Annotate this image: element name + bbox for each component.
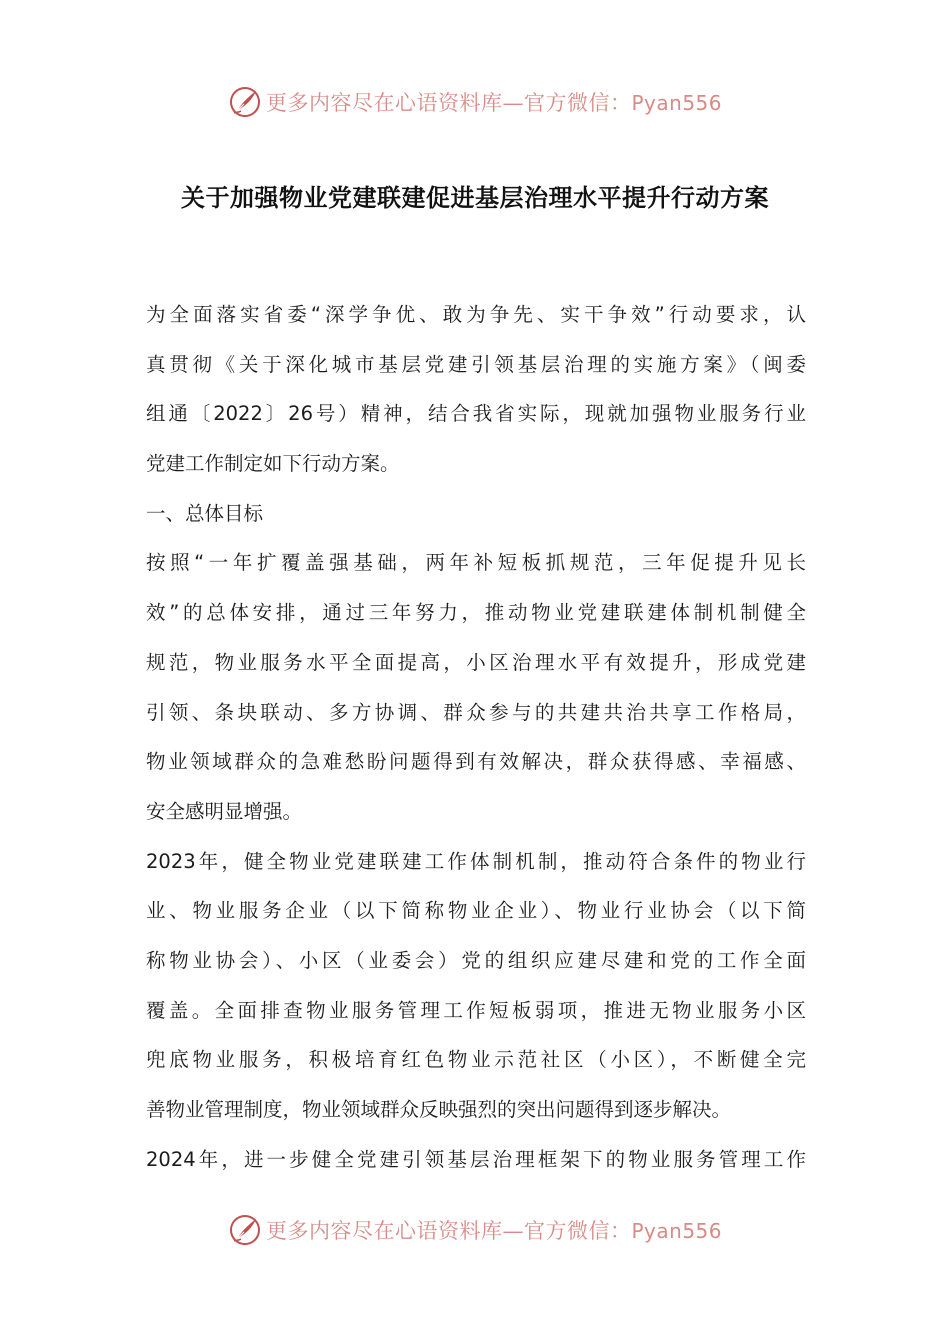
body-line: 2023年，健全物业党建联建工作体制机制，推动符合条件的物业行: [146, 849, 806, 873]
body-line: 善物业管理制度，物业领域群众反映强烈的突出问题得到逐步解决。: [146, 1098, 732, 1121]
body-line: 物业领域群众的急难愁盼问题得到有效解决，群众获得感、幸福感、: [146, 750, 806, 774]
quill-logo-icon: [228, 85, 262, 119]
body-line: 覆盖。全面排查物业服务管理工作短板弱项，推进无物业服务小区: [146, 998, 806, 1022]
watermark-wechat-id: Pyan556: [631, 91, 722, 115]
body-line: 引领、条块联动、多方协调、群众参与的共建共治共享工作格局，: [146, 700, 806, 724]
watermark-wechat-id: Pyan556: [631, 1219, 722, 1243]
watermark-text: [266, 1215, 722, 1245]
body-line: 组通〔2022〕26号）精神，结合我省实际，现就加强物业服务行业: [146, 402, 806, 426]
body-line: 2024年，进一步健全党建引领基层治理框架下的物业服务管理工作: [146, 1147, 806, 1171]
body-line: 党建工作制定如下行动方案。: [146, 452, 400, 476]
body-line: 兜底物业服务，积极培育红色物业示范社区（小区），不断健全完: [146, 1048, 806, 1072]
section-heading: 一、总体目标: [146, 501, 264, 525]
body-line: 安全感明显增强。: [146, 799, 303, 823]
body-line: 称物业协会）、小区（业委会）党的组织应建尽建和党的工作全面: [146, 948, 806, 972]
watermark-prefix: 更多内容尽在心语资料库—官方微信：: [265, 91, 632, 115]
watermark-prefix: 更多内容尽在心语资料库—官方微信：: [265, 1219, 632, 1243]
body-line: 为全面落实省委“深学争优、敢为争先、实干争效”行动要求，认: [146, 303, 806, 326]
document-title: 关于加强物业党建联建促进基层治理水平提升行动方案: [181, 184, 769, 212]
body-line: 规范，物业服务水平全面提高，小区治理水平有效提升，形成党建: [146, 650, 806, 674]
body-line: 效”的总体安排，通过三年努力，推动物业党建联建体制机制健全: [146, 601, 806, 625]
document-body: [146, 290, 806, 1184]
watermark-text: [266, 87, 722, 117]
quill-logo-icon: [228, 1213, 262, 1247]
watermark-banner-top: [0, 80, 950, 124]
body-line: 业、物业服务企业（以下简称物业企业）、物业行业协会（以下简: [146, 899, 806, 923]
body-line: 真贯彻《关于深化城市基层党建引领基层治理的实施方案》（闽委: [146, 352, 806, 376]
watermark-banner-bottom: [0, 1208, 950, 1252]
body-line: 按照“一年扩覆盖强基础，两年补短板抓规范，三年促提升见长: [146, 551, 806, 575]
